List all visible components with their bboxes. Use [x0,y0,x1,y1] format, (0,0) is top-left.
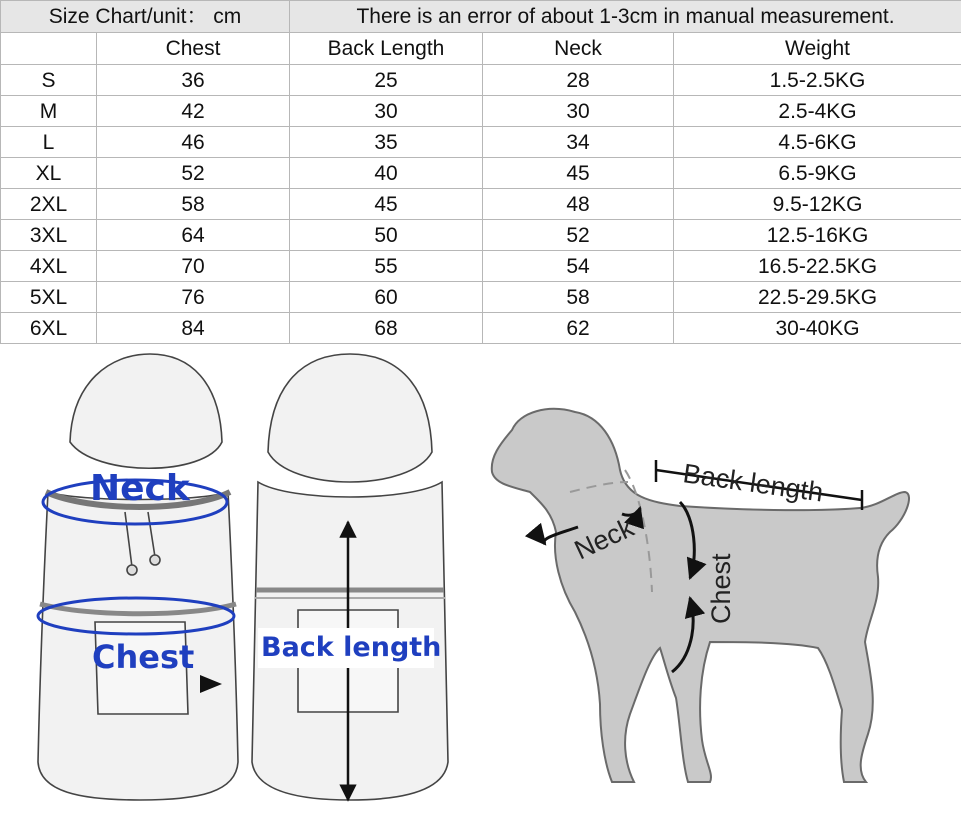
neck-cell: 58 [483,282,674,313]
chest-cell: 64 [97,220,290,251]
chest-cell: 42 [97,96,290,127]
raincoat-back-drawing [252,354,448,800]
column-header-chest: Chest [97,33,290,65]
table-row [1,251,961,282]
table-row [1,127,961,158]
size-chart-table [0,0,961,344]
back-length-cell: 50 [290,220,483,251]
chest-cell: 84 [97,313,290,344]
neck-cell: 28 [483,65,674,96]
neck-cell: 30 [483,96,674,127]
neck-cell: 45 [483,158,674,189]
raincoat-front-drawing [38,354,238,800]
column-header-weight: Weight [674,33,961,65]
dog-back-length-label: Back length [681,458,826,508]
chest-cell: 36 [97,65,290,96]
table-header-row [1,1,961,33]
front-chest-label: Chest [92,638,195,676]
back-length-label: Back length [261,632,442,663]
back-length-cell: 68 [290,313,483,344]
chest-cell: 70 [97,251,290,282]
size-cell: S [1,65,97,96]
table-row [1,313,961,344]
weight-cell: 4.5-6KG [674,127,961,158]
back-length-cell: 40 [290,158,483,189]
size-cell: M [1,96,97,127]
weight-cell: 16.5-22.5KG [674,251,961,282]
column-header-back-length: Back Length [290,33,483,65]
size-cell: 3XL [1,220,97,251]
size-cell: 6XL [1,313,97,344]
column-header-row [1,33,961,65]
table-row [1,96,961,127]
weight-cell: 12.5-16KG [674,220,961,251]
dog-neck-label: Neck [569,512,639,566]
neck-cell: 54 [483,251,674,282]
column-header-size [1,33,97,65]
back-length-cell: 25 [290,65,483,96]
size-cell: L [1,127,97,158]
measurement-illustrations [0,342,961,818]
unit-label: Size Chart/unit： cm [1,1,290,33]
table-row [1,158,961,189]
dog-chest-label: Chest [706,553,736,624]
table-row [1,65,961,96]
neck-cell: 34 [483,127,674,158]
back-length-cell: 45 [290,189,483,220]
size-cell: 5XL [1,282,97,313]
table-row [1,282,961,313]
back-length-cell: 55 [290,251,483,282]
neck-cell: 48 [483,189,674,220]
weight-cell: 22.5-29.5KG [674,282,961,313]
table-row [1,220,961,251]
size-cell: 2XL [1,189,97,220]
illustration-canvas [0,342,961,818]
weight-cell: 1.5-2.5KG [674,65,961,96]
neck-cell: 52 [483,220,674,251]
chest-cell: 46 [97,127,290,158]
back-length-cell: 35 [290,127,483,158]
weight-cell: 6.5-9KG [674,158,961,189]
size-cell: 4XL [1,251,97,282]
table-row [1,189,961,220]
front-neck-label: Neck [90,468,190,509]
back-length-cell: 30 [290,96,483,127]
weight-cell: 9.5-12KG [674,189,961,220]
chest-cell: 58 [97,189,290,220]
column-header-neck: Neck [483,33,674,65]
size-cell: XL [1,158,97,189]
neck-cell: 62 [483,313,674,344]
chest-cell: 76 [97,282,290,313]
chest-cell: 52 [97,158,290,189]
back-length-cell: 60 [290,282,483,313]
weight-cell: 30-40KG [674,313,961,344]
weight-cell: 2.5-4KG [674,96,961,127]
measurement-note: There is an error of about 1-3cm in manual measurement. [290,1,961,33]
